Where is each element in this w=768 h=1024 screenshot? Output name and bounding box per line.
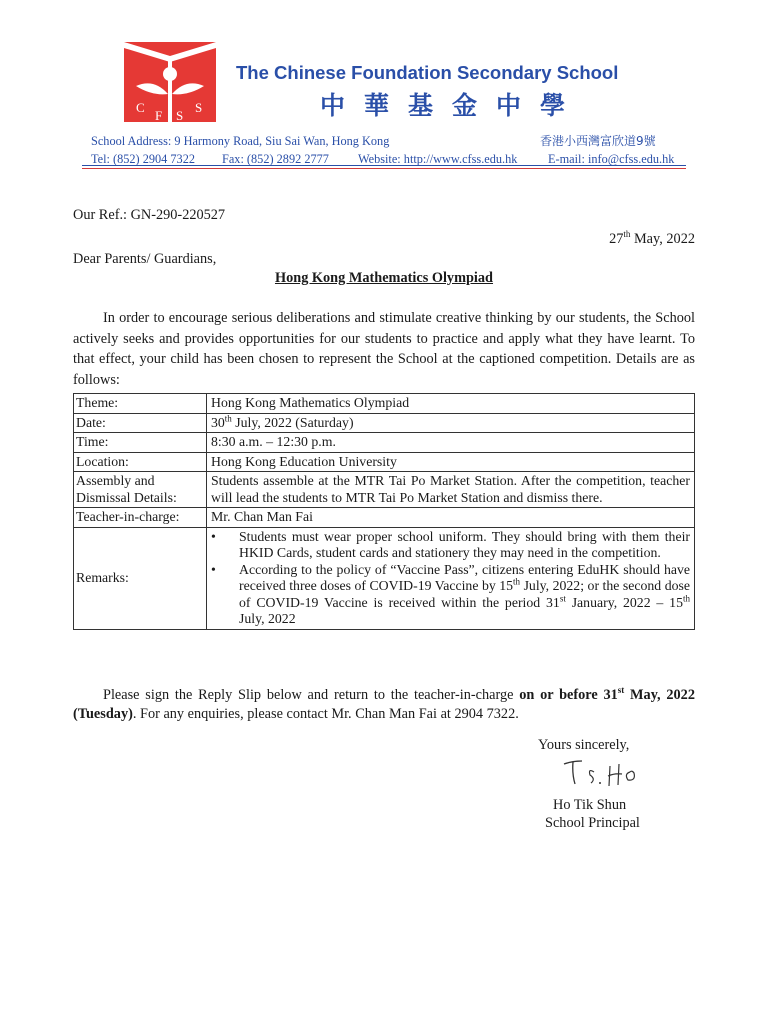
signer-title: School Principal — [545, 815, 640, 831]
logo-letter-f: F — [155, 108, 163, 122]
letterhead-rule-red — [82, 168, 686, 169]
school-address: School Address: 9 Harmony Road, Siu Sai Wan, Hong Kong — [91, 134, 390, 148]
location-value: Hong Kong Education University — [207, 452, 695, 472]
time-label: Time: — [74, 433, 207, 453]
logo-letter-s2: S — [195, 100, 203, 115]
reference-number: Our Ref.: GN-290-220527 — [73, 207, 226, 223]
school-logo — [124, 42, 216, 122]
time-value: 8:30 a.m. – 12:30 p.m. — [207, 433, 695, 453]
table-row-location — [74, 452, 695, 472]
school-fax: Fax: (852) 2892 2777 — [222, 152, 329, 166]
logo-letter-s1: S — [176, 108, 184, 122]
bullet-icon: • — [211, 528, 216, 544]
intro-paragraph: In order to encourage serious deliberations and stimulate creative thinking by our students, the School actively seeks and provides opportunities for our students to practice and apply what they have learnt. To that effect, your child has been chosen to represent the School at the captioned competition. Details are as follows: — [73, 310, 695, 389]
letterhead-rule-blue — [82, 165, 686, 166]
letter-title: Hong Kong Mathematics Olympiad — [274, 270, 494, 286]
school-email[interactable]: E-mail: info@cfss.edu.hk — [548, 152, 675, 166]
list-item: • Students must wear proper school uniform. They should bring with them their HKID Cards, student cards and stationery they may need in the competition. — [211, 528, 690, 560]
details-table — [73, 393, 695, 630]
school-address-zh: 香港小西灣富欣道9號 — [540, 134, 656, 148]
table-row-date — [74, 413, 695, 433]
closing-paragraph: Please sign the Reply Slip below and return to the teacher-in-charge on or before 31st May, 2022 (Tuesday). For any enquiries, please contact Mr. Chan Man Fai at 2904 7322. — [73, 685, 695, 722]
location-label: Location: — [74, 452, 207, 472]
signer-name: Ho Tik Shun — [553, 797, 627, 813]
cfss-crest-icon — [124, 42, 216, 122]
school-name-en: The Chinese Foundation Secondary School — [236, 62, 619, 83]
teacher-label: Teacher-in-charge: — [74, 508, 207, 528]
theme-label: Theme: — [74, 394, 207, 414]
remarks-label: Remarks: — [74, 527, 207, 629]
date-value: 30th July, 2022 (Saturday) — [207, 413, 695, 433]
teacher-value: Mr. Chan Man Fai — [207, 508, 695, 528]
bullet-icon: • — [211, 561, 216, 577]
logo-letter-c: C — [136, 100, 145, 115]
theme-value: Hong Kong Mathematics Olympiad — [207, 394, 695, 414]
table-row-remarks — [74, 527, 695, 629]
school-tel: Tel: (852) 2904 7322 — [91, 152, 195, 166]
school-website[interactable]: Website: http://www.cfss.edu.hk — [358, 152, 518, 166]
assembly-value: Students assemble at the MTR Tai Po Market Station. After the competition, teacher will lead the students to MTR Tai Po Market Station and dismiss there. — [207, 472, 695, 508]
remarks-value — [207, 527, 695, 629]
table-row-assembly — [74, 472, 695, 508]
school-name-zh: 中華基金中學 — [320, 91, 585, 120]
salutation: Dear Parents/ Guardians, — [73, 251, 217, 267]
table-row-theme — [74, 394, 695, 414]
signature-drawing — [558, 752, 658, 790]
list-item: • According to the policy of “Vaccine Pass”, citizens entering EduHK should have received three doses of COVID-19 Vaccine by 15th July, 2022; or the second dose of COVID-19 Vaccine is received within the period 31st January, 2022 – 15th July, 2022 — [211, 561, 690, 626]
date-label: Date: — [74, 413, 207, 433]
table-row-time — [74, 433, 695, 453]
table-row-teacher — [74, 508, 695, 528]
assembly-label: Assembly and Dismissal Details: — [74, 472, 207, 508]
letter-date: 27th May, 2022 — [609, 229, 695, 247]
yours-sincerely: Yours sincerely, — [538, 737, 630, 753]
signature — [558, 752, 658, 790]
